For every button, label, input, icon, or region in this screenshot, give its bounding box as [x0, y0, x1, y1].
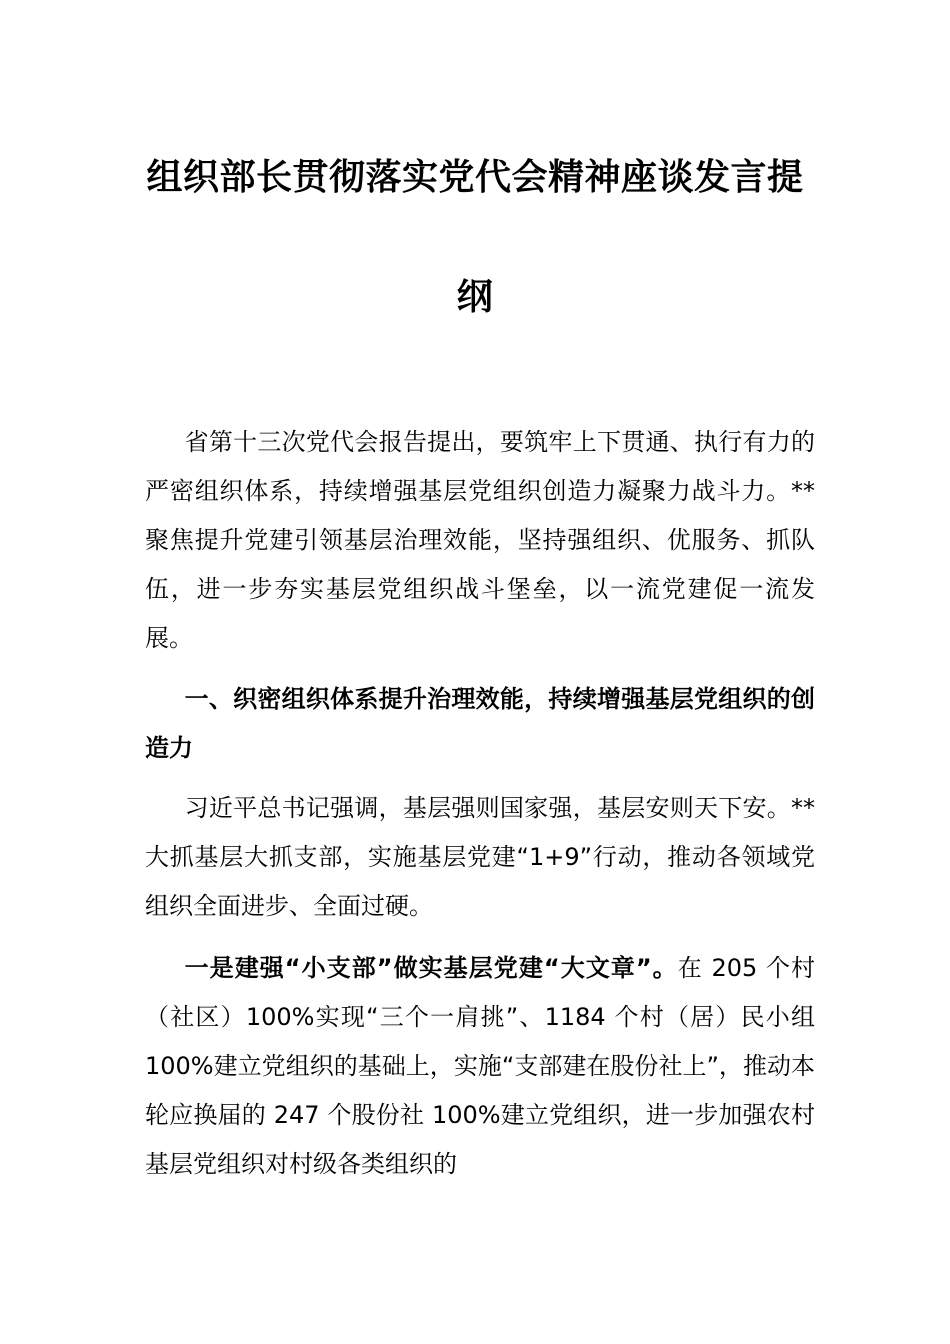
intro-paragraph: 省第十三次党代会报告提出，要筑牢上下贯通、执行有力的严密组织体系，持续增强基层党组织创造力凝聚力战斗力。**聚焦提升党建引领基层治理效能，坚持强组织、优服务、抓队伍，进一步夯实基层党组织战斗堡垒，以一流党建促一流发展。: [145, 428, 815, 652]
document-title-line-1: 组织部长贯彻落实党代会精神座谈发言提: [146, 157, 804, 198]
document-title-line-2: 纲: [456, 277, 494, 318]
subsection-lead: 一是建强“小支部”做实基层党建“大文章”。: [184, 954, 678, 982]
subsection-text: 在 205 个村（社区）100%实现“三个一肩挑”、1184 个村（居）民小组 100%建立党组织的基础上，实施“支部建在股份社上”，推动本轮应换届的 247 个股份社 100%建立党组织，进一步加强农村基层党组织对村级各类组织的: [145, 954, 815, 1178]
section-1-paragraph: 习近平总书记强调，基层强则国家强，基层安则天下安。**大抓基层大抓支部，实施基层党建“1+9”行动，推动各领域党组织全面进步、全面过硬。: [145, 794, 815, 920]
subsection-paragraph-1: [145, 944, 815, 1189]
section-heading-1: 一、织密组织体系提升治理效能，持续增强基层党组织的创造力: [145, 685, 815, 762]
document-body: [145, 418, 815, 1189]
